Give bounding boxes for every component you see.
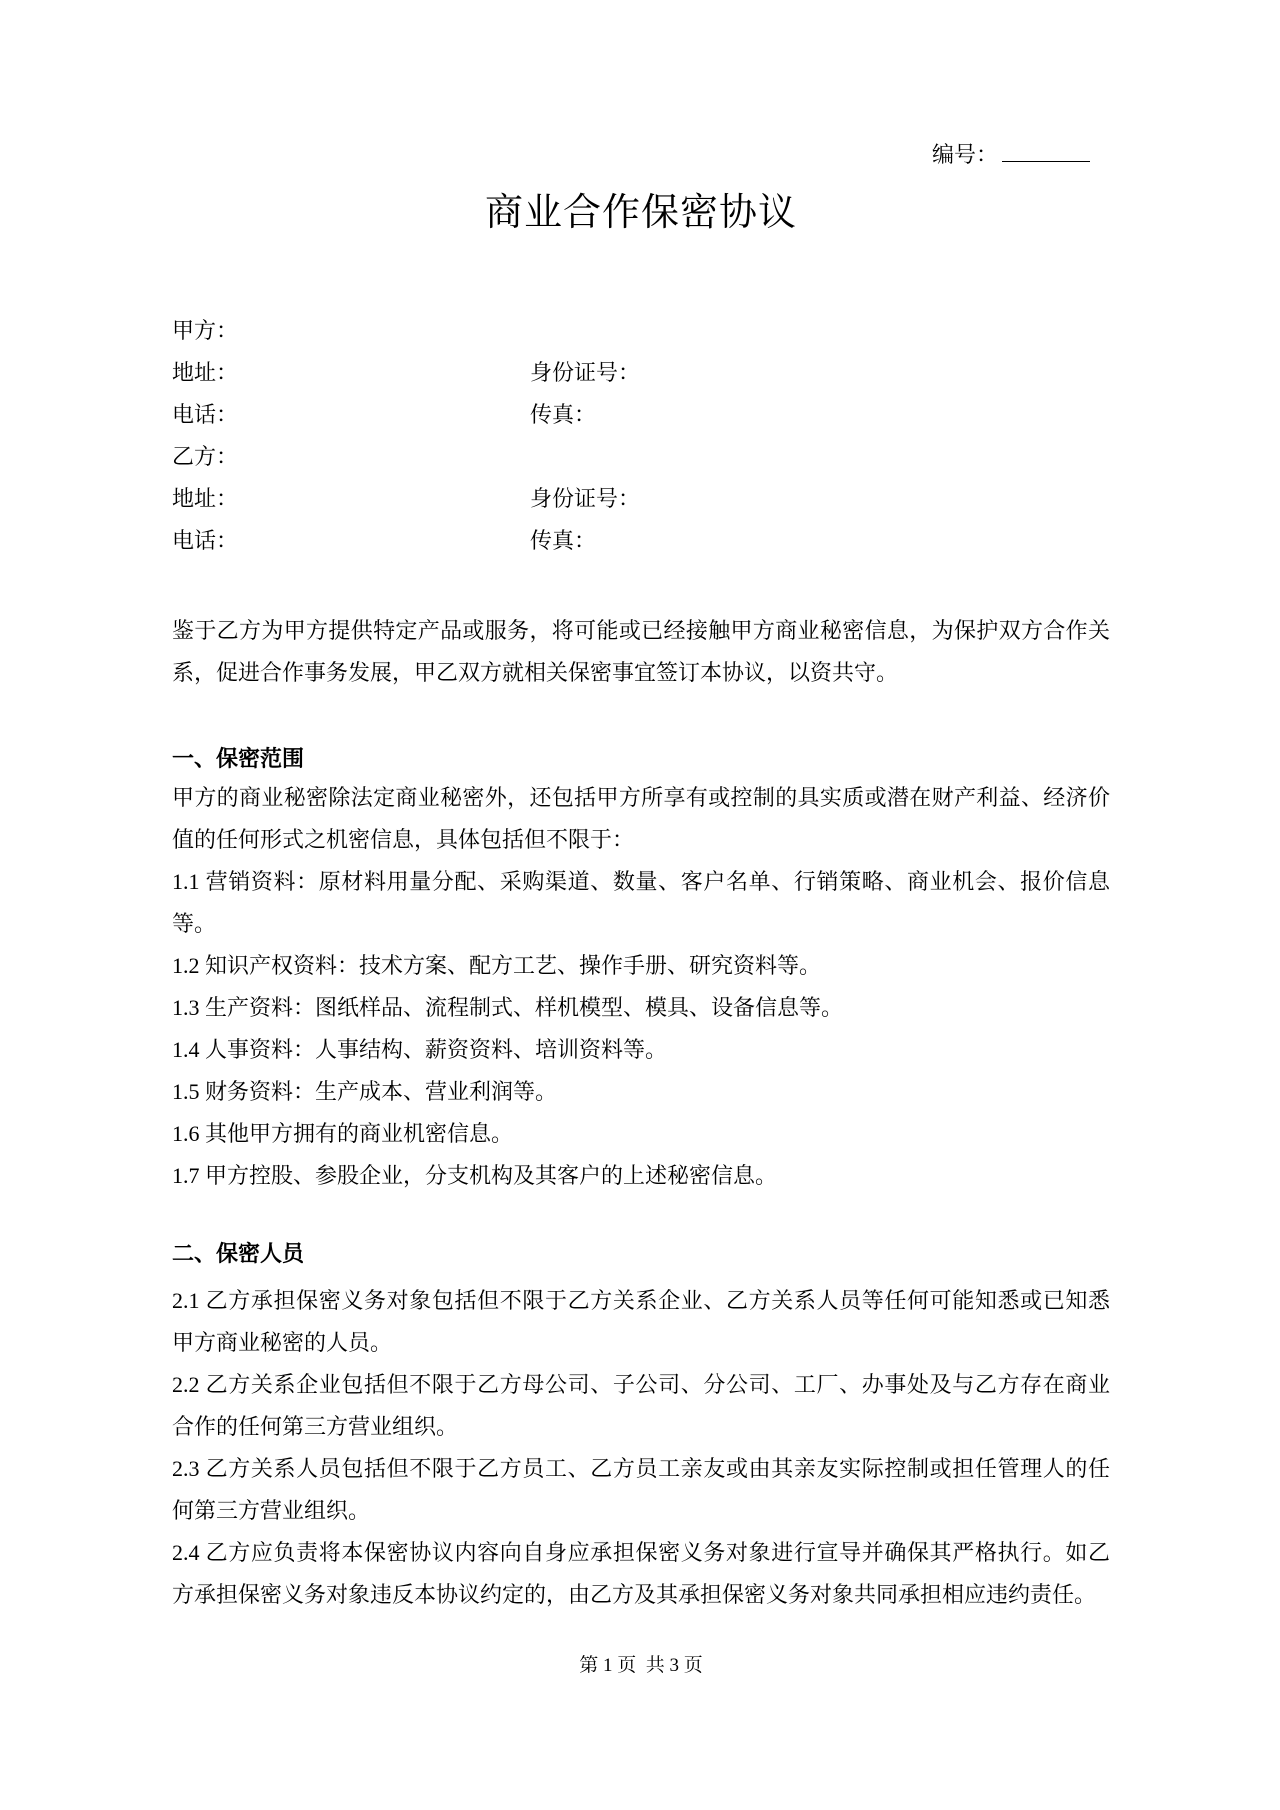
body-line: 1.1 营销资料：原材料用量分配、采购渠道、数量、客户名单、行销策略、商业机会、报价信息 xyxy=(172,869,1110,894)
fax-label: 传真： xyxy=(530,402,597,427)
body-line: 2.3 乙方关系人员包括但不限于乙方员工、乙方员工亲友或由其亲友实际控制或担任管理人的任 xyxy=(172,1456,1110,1481)
phone-label: 电话： xyxy=(172,402,239,427)
section-1-body xyxy=(172,777,1110,1197)
body-line: 方承担保密义务对象违反本协议约定的，由乙方及其承担保密义务对象共同承担相应违约责任。 xyxy=(172,1582,1097,1607)
body-line: 1.5 财务资料：生产成本、营业利润等。 xyxy=(172,1079,558,1104)
party-row xyxy=(172,478,1110,520)
body-line: 2.2 乙方关系企业包括但不限于乙方母公司、子公司、分公司、工厂、办事处及与乙方存在商业 xyxy=(172,1372,1110,1397)
address-label: 地址： xyxy=(172,486,239,511)
body-line: 合作的任何第三方营业组织。 xyxy=(172,1414,459,1439)
section-2-heading: 二、保密人员 xyxy=(172,1241,305,1266)
doc-number-row xyxy=(172,138,1110,170)
id-number-label: 身份证号： xyxy=(530,486,641,511)
id-number-label: 身份证号： xyxy=(530,360,641,385)
party-row xyxy=(172,310,1110,352)
body-line: 值的任何形式之机密信息，具体包括但不限于： xyxy=(172,827,635,852)
body-line: 等。 xyxy=(172,911,217,936)
body-line: 1.4 人事资料：人事结构、薪资资料、培训资料等。 xyxy=(172,1037,668,1062)
party-row xyxy=(172,520,1110,562)
body-line: 甲方商业秘密的人员。 xyxy=(172,1330,393,1355)
body-line: 1.2 知识产权资料：技术方案、配方工艺、操作手册、研究资料等。 xyxy=(172,953,822,978)
fax-label: 传真： xyxy=(530,528,597,553)
party-a-label: 甲方： xyxy=(172,318,239,343)
party-b-label: 乙方： xyxy=(172,444,239,469)
party-row xyxy=(172,352,1110,394)
body-line: 2.1 乙方承担保密义务对象包括但不限于乙方关系企业、乙方关系人员等任何可能知悉或已知悉 xyxy=(172,1288,1110,1313)
party-info-block xyxy=(172,310,1110,562)
phone-label: 电话： xyxy=(172,528,239,553)
body-line: 何第三方营业组织。 xyxy=(172,1498,371,1523)
section-1-heading: 一、保密范围 xyxy=(172,746,305,771)
body-line: 1.3 生产资料：图纸样品、流程制式、样机模型、模具、设备信息等。 xyxy=(172,995,844,1020)
page-footer: 第 1 页 共 3 页 xyxy=(579,1655,703,1676)
body-line: 1.7 甲方控股、参股企业，分支机构及其客户的上述秘密信息。 xyxy=(172,1163,778,1188)
body-line: 甲方的商业秘密除法定商业秘密外，还包括甲方所享有或控制的具实质或潜在财产利益、经济价 xyxy=(172,785,1110,810)
party-row-right xyxy=(530,436,1110,478)
body-line: 2.4 乙方应负责将本保密协议内容向自身应承担保密义务对象进行宣导并确保其严格执行。如乙 xyxy=(172,1540,1110,1565)
section-2-body xyxy=(172,1280,1110,1616)
doc-number-label: 编号： xyxy=(931,142,998,168)
body-line: 1.6 其他甲方拥有的商业机密信息。 xyxy=(172,1121,514,1146)
party-row-right xyxy=(530,310,1110,352)
party-row xyxy=(172,436,1110,478)
doc-title: 商业合作保密协议 xyxy=(484,192,797,234)
doc-number-blank-underline xyxy=(1002,138,1090,162)
preamble-line: 鉴于乙方为甲方提供特定产品或服务，将可能或已经接触甲方商业秘密信息，为保护双方合作关 xyxy=(172,618,1110,643)
preamble xyxy=(172,610,1110,694)
address-label: 地址： xyxy=(172,360,239,385)
preamble-line: 系，促进合作事务发展，甲乙双方就相关保密事宜签订本协议，以资共守。 xyxy=(172,660,899,685)
party-row xyxy=(172,394,1110,436)
